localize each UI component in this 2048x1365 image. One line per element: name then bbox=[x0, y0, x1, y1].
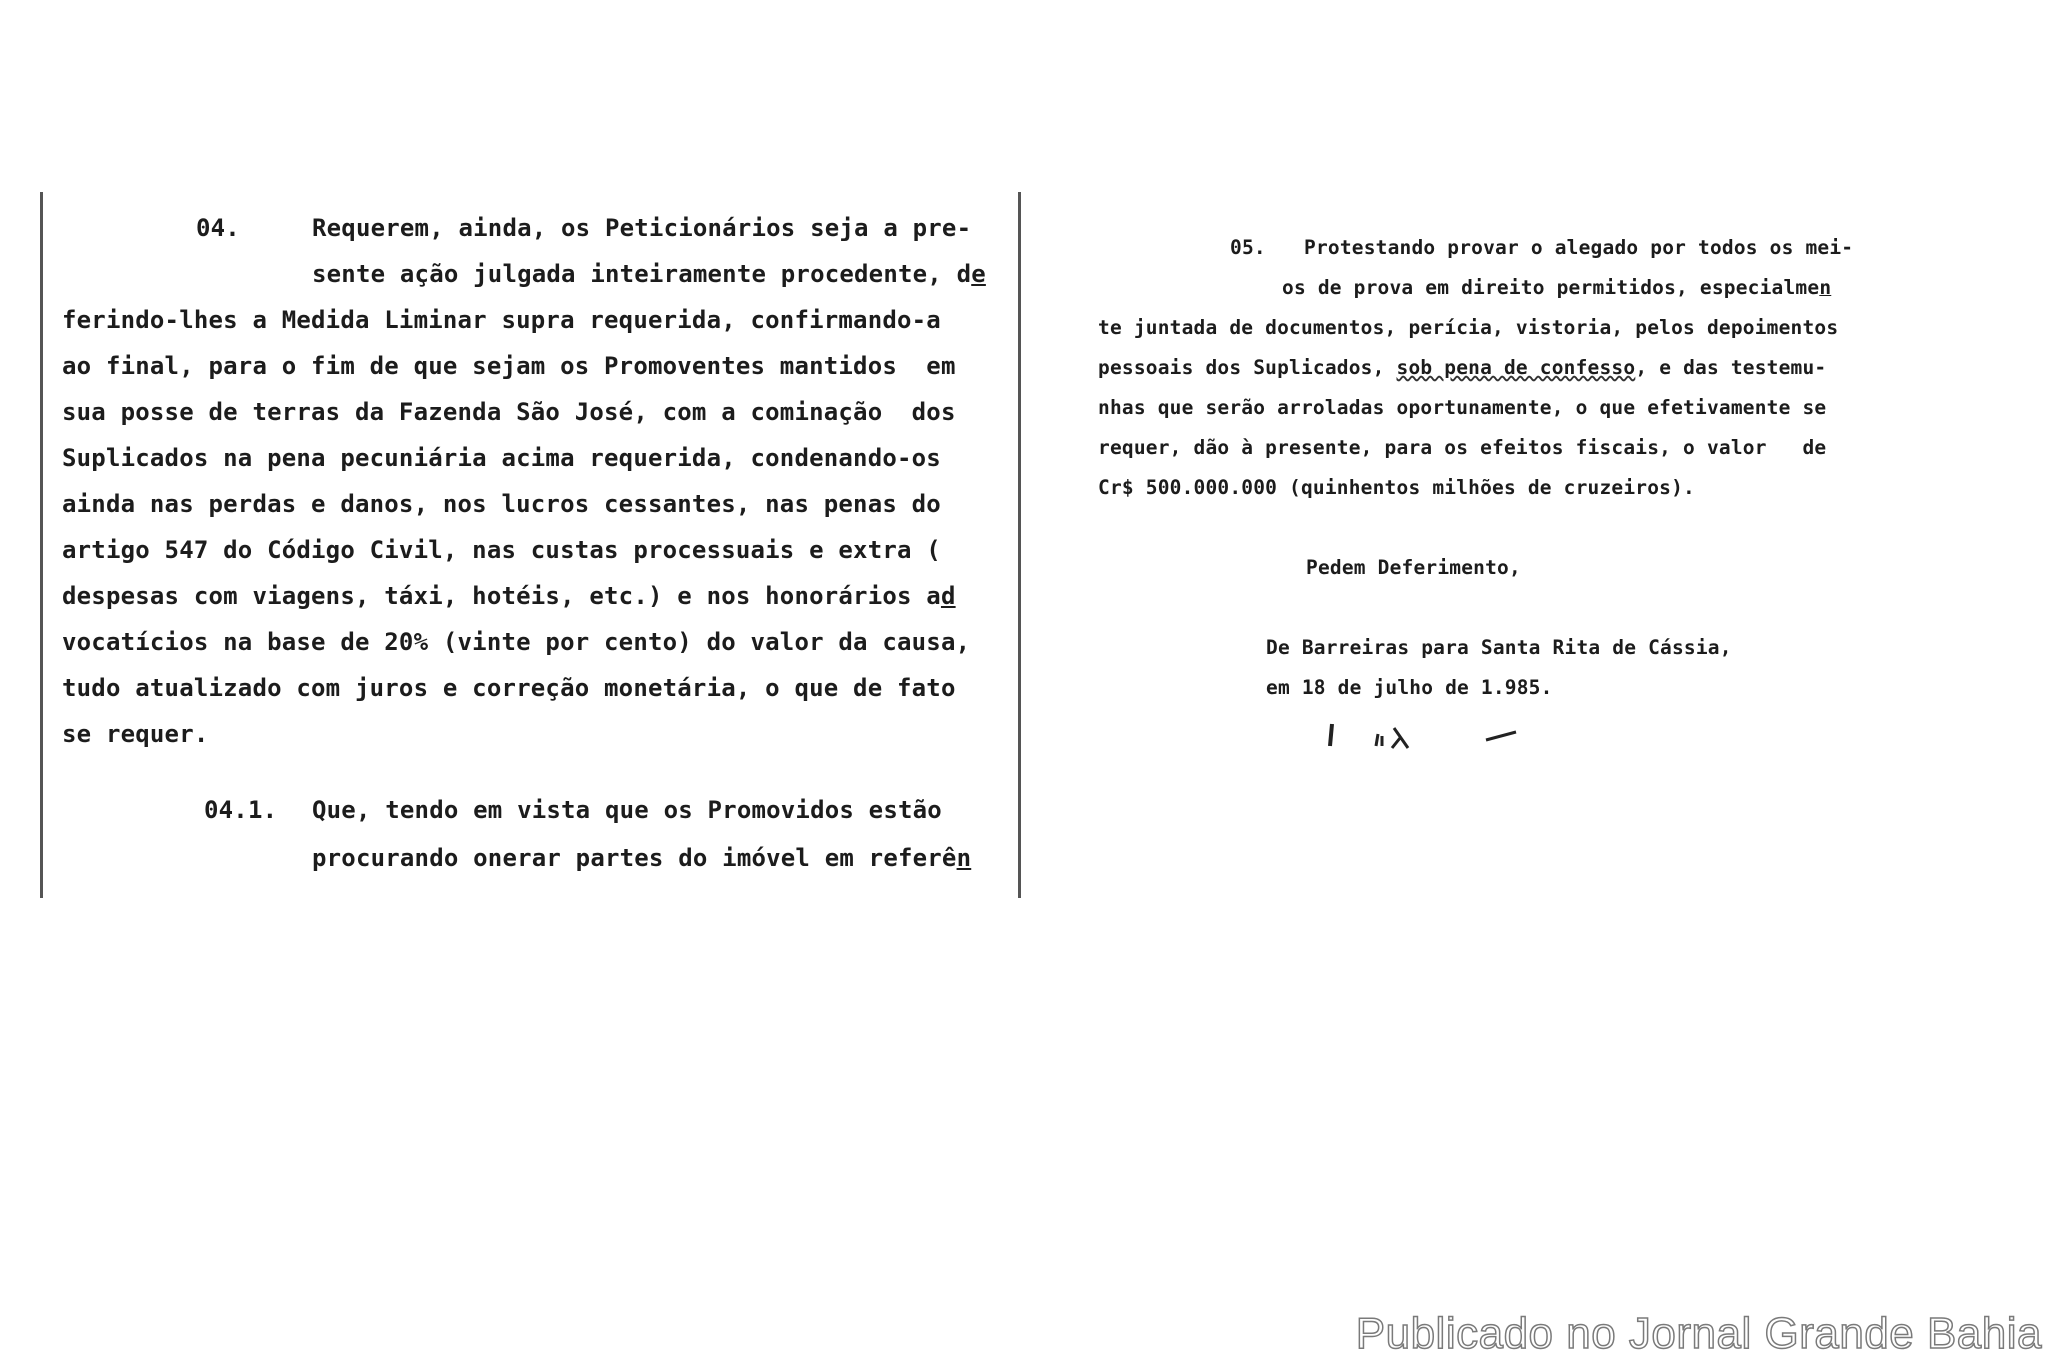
text-line: vocatícios na base de 20% (vinte por cento) do valor da causa, bbox=[62, 628, 971, 656]
text-line: te juntada de documentos, perícia, vistoria, pelos depoimentos bbox=[1098, 316, 1839, 339]
text-line: Requerem, ainda, os Peticionários seja a pre- bbox=[312, 214, 972, 242]
text-line: despesas com viagens, táxi, hotéis, etc.) e nos honorários ad bbox=[62, 582, 956, 610]
text-line: requer, dão à presente, para os efeitos fiscais, o valor de bbox=[1098, 436, 1827, 459]
signature-mark bbox=[1320, 716, 1540, 766]
paragraph-number: 04. bbox=[196, 214, 240, 242]
text-line: Que, tendo em vista que os Promovidos estão bbox=[312, 796, 942, 824]
right-margin-line bbox=[1018, 192, 1021, 898]
paragraph-number: 05. bbox=[1230, 236, 1266, 259]
closing-text: Pedem Deferimento, bbox=[1306, 556, 1521, 579]
text-line: os de prova em direito permitidos, especialmen bbox=[1282, 276, 1832, 299]
date-text: em 18 de julho de 1.985. bbox=[1266, 676, 1553, 699]
paragraph-number: 04.1. bbox=[204, 796, 278, 824]
left-document-page bbox=[36, 192, 1024, 898]
underlined-phrase: sob pena de confesso bbox=[1396, 356, 1636, 379]
text-line: procurando onerar partes do imóvel em referên bbox=[312, 844, 972, 872]
text-line: tudo atualizado com juros e correção monetária, o que de fato bbox=[62, 674, 956, 702]
text-line: Protestando provar o alegado por todos os mei- bbox=[1304, 236, 1854, 259]
text-line: artigo 547 do Código Civil, nas custas processuais e extra ( bbox=[62, 536, 941, 564]
text-line: sua posse de terras da Fazenda São José, com a cominação dos bbox=[62, 398, 956, 426]
place-text: De Barreiras para Santa Rita de Cássia, bbox=[1266, 636, 1732, 659]
text-line: nhas que serão arroladas oportunamente, o que efetivamente se bbox=[1098, 396, 1827, 419]
text-line: ainda nas perdas e danos, nos lucros cessantes, nas penas do bbox=[62, 490, 941, 518]
text-line: Suplicados na pena pecuniária acima requerida, condenando-os bbox=[62, 444, 941, 472]
text-line: sente ação julgada inteiramente procedente, de bbox=[312, 260, 986, 288]
text-line: ao final, para o fim de que sejam os Promoventes mantidos em bbox=[62, 352, 956, 380]
right-document-page bbox=[1080, 192, 1940, 792]
left-margin-line bbox=[40, 192, 43, 898]
text-line: Cr$ 500.000.000 (quinhentos milhões de cruzeiros). bbox=[1098, 476, 1695, 499]
text-line: pessoais dos Suplicados, sob pena de confesso, e das testemu- bbox=[1098, 356, 1827, 379]
watermark-text: Publicado no Jornal Grande Bahia bbox=[1355, 1309, 2042, 1358]
text-line: se requer. bbox=[62, 720, 209, 748]
text-line: ferindo-lhes a Medida Liminar supra requerida, confirmando-a bbox=[62, 306, 941, 334]
